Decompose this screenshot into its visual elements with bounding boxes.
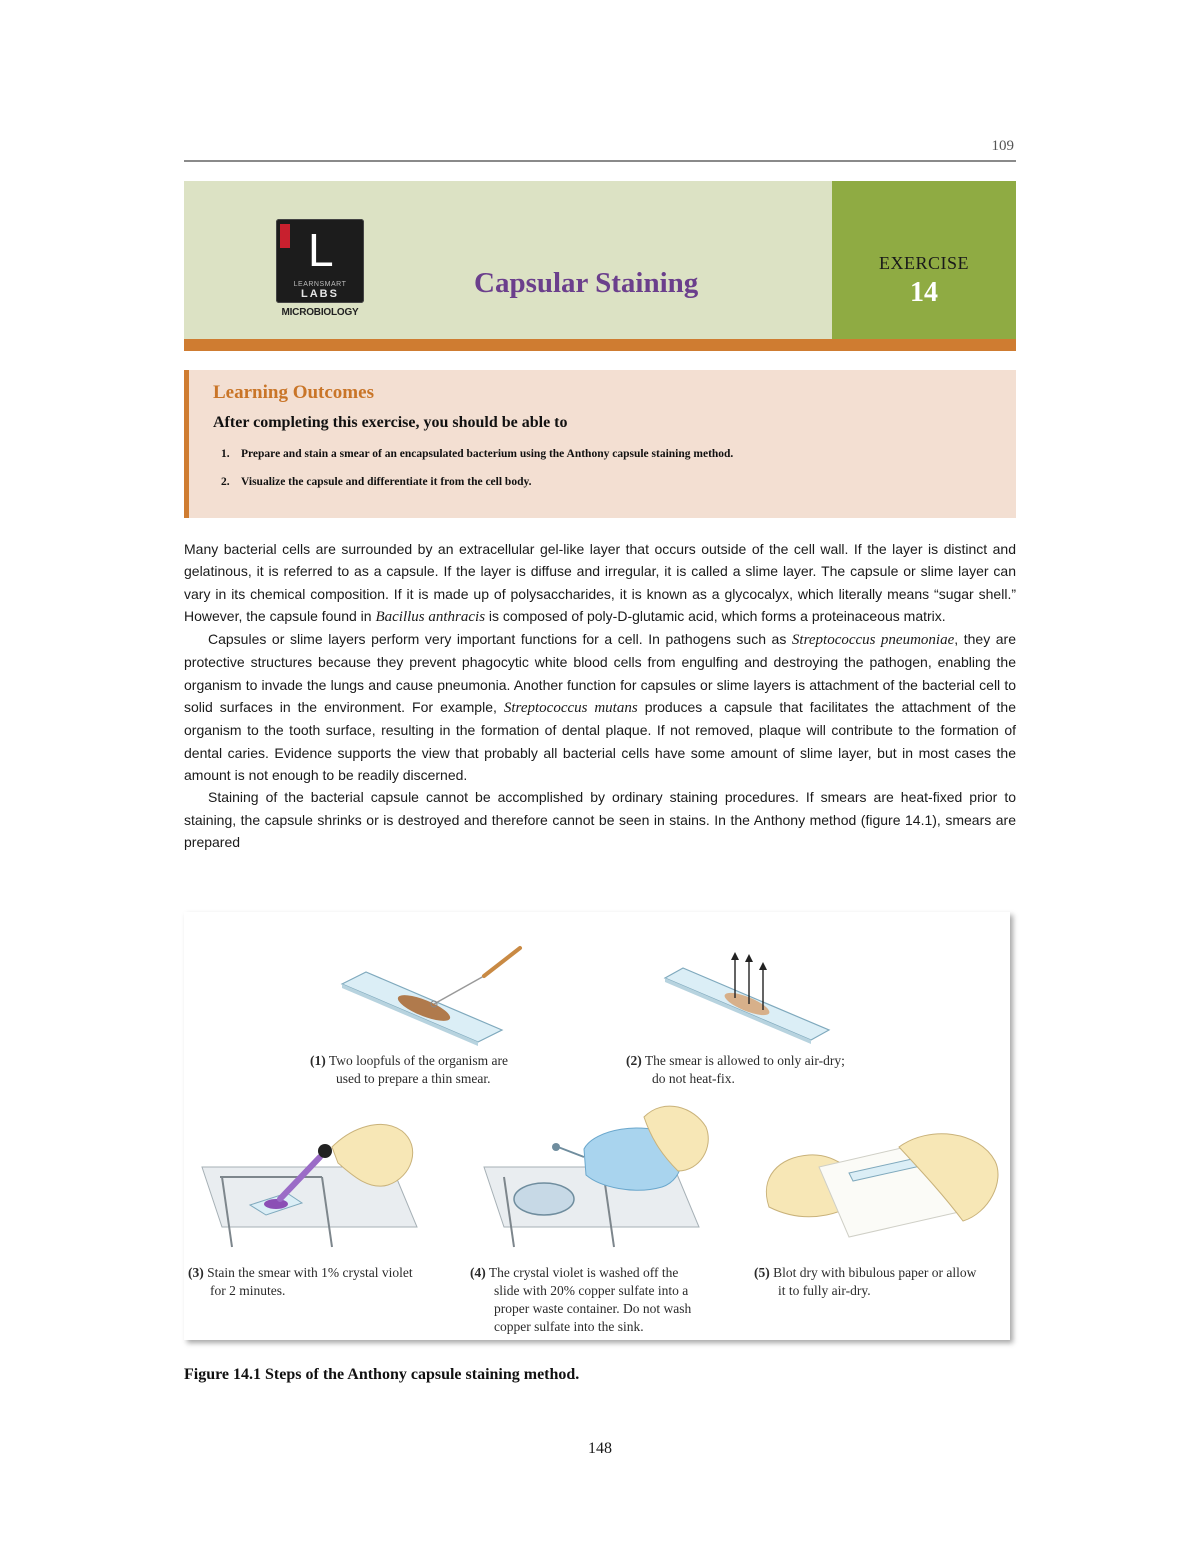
step-number: (2)	[626, 1053, 642, 1068]
species-name: Streptococcus mutans	[503, 700, 638, 717]
text-run: , they are protective structures because they prevent phagocytic white blood cells from engulfing and destroying the pathogen, enabling the organism to invade the lungs and cause pneumonia. Another function for capsules or slime layers is attachment of the bacterial cell to solid surfaces in the environment. For example,	[184, 631, 1016, 716]
caption-line: for 2 minutes.	[210, 1283, 286, 1298]
logo-subtitle: MICROBIOLOGY	[281, 307, 359, 318]
logo-red-mark	[280, 224, 290, 248]
list-item-text: Prepare and stain a smear of an encapsulated bacterium using the Anthony capsule staining method.	[241, 448, 734, 460]
header-rule	[184, 160, 1016, 162]
outcomes-intro: After completing this exercise, you should be able to	[213, 414, 568, 431]
learnsmart-labs-logo	[276, 219, 364, 319]
figure-14-1	[184, 912, 1010, 1340]
paragraph-2	[184, 628, 1016, 786]
blot-dry-illustration	[749, 1117, 1004, 1257]
step-number: (3)	[188, 1265, 204, 1280]
page-number-bottom: 148	[588, 1440, 612, 1457]
staining-rack-dropper-illustration	[192, 1107, 437, 1257]
exercise-number: 14	[910, 277, 938, 308]
caption-line: slide with 20% copper sulfate into a	[494, 1283, 689, 1298]
list-item	[213, 476, 733, 504]
species-name: Bacillus anthracis	[375, 608, 486, 625]
page-number-top: 109	[991, 138, 1014, 154]
caption-line: it to fully air-dry.	[778, 1283, 871, 1298]
banner-orange-bar	[184, 339, 1016, 351]
caption-line: Blot dry with bibulous paper or allow	[773, 1265, 977, 1280]
chapter-title: Capsular Staining	[474, 267, 699, 299]
text-run: is composed of poly-D-glutamic acid, which forms a proteinaceous matrix.	[485, 607, 946, 624]
list-item	[213, 448, 733, 476]
step-number: (5)	[754, 1265, 770, 1280]
species-name: Streptococcus pneumoniae	[791, 632, 955, 649]
outcomes-list	[213, 448, 733, 504]
step-5-caption	[754, 1264, 976, 1300]
step-4-caption	[470, 1264, 691, 1336]
step-2-caption	[626, 1052, 845, 1088]
learning-outcomes-box	[184, 370, 1016, 518]
logo-labs-text: LABS	[301, 288, 339, 300]
caption-line: copper sulfate into the sink.	[494, 1319, 644, 1334]
step-number: (4)	[470, 1265, 486, 1280]
step-3-caption	[188, 1264, 413, 1300]
list-item-number: 2.	[221, 476, 230, 488]
caption-line: used to prepare a thin smear.	[336, 1071, 491, 1086]
caption-line: do not heat-fix.	[652, 1071, 735, 1086]
outcomes-heading: Learning Outcomes	[213, 382, 374, 403]
paragraph-3: Staining of the bacterial capsule cannot be accomplished by ordinary staining procedures. If smears are heat-fixed prior to staining, the capsule shrinks or is destroyed and therefore cannot be seen in stains. In the Anthony method (figure 14.1), smears are prepared	[184, 789, 1016, 850]
air-dry-slide-illustration	[659, 944, 839, 1044]
logo-badge	[276, 219, 364, 303]
caption-line: proper waste container. Do not wash	[494, 1301, 692, 1316]
text-run: produces a capsule that facilitates the attachment of the organism to the tooth surface, resulting in the formation of dental plaque. If not removed, plaque will contribute to the formation of dental caries. Evidence supports the view that probably all bacterial cells have some amount of slime layer, but in most cases the amount is not enough to be readily discerned.	[184, 699, 1016, 783]
list-item-text: Visualize the capsule and differentiate it from the cell body.	[241, 476, 532, 488]
step-1-caption	[310, 1052, 508, 1088]
exercise-banner	[184, 181, 1016, 351]
caption-line: The crystal violet is washed off the	[488, 1265, 679, 1280]
text-run: Many bacterial cells are surrounded by an extracellular gel-like layer that occurs outside of the cell wall. If the layer is distinct and gelatinous, it is referred to as a capsule. If the layer is diffuse and irregular, it is called a slime layer. The capsule or slime layer can vary in its chemical composition. If it is made up of polysaccharides, it is known as a glycocalyx, which literally means “sugar shell.” However, the capsule found in	[184, 541, 1016, 624]
paragraph-1	[184, 538, 1016, 628]
caption-line: The smear is allowed to only air-dry;	[644, 1053, 845, 1068]
body-text	[184, 538, 1016, 853]
exercise-label: EXERCISE	[878, 253, 969, 273]
slide-loop-illustration	[334, 942, 534, 1052]
wash-bottle-illustration	[474, 1087, 719, 1257]
caption-line: Stain the smear with 1% crystal violet	[207, 1265, 413, 1280]
caption-line: Two loopfuls of the organism are	[328, 1053, 509, 1068]
figure-caption: Figure 14.1 Steps of the Anthony capsule staining method.	[184, 1366, 580, 1383]
logo-letter: L	[308, 224, 334, 276]
text-run: Capsules or slime layers perform very important functions for a cell. In pathogens such as	[208, 631, 792, 648]
step-number: (1)	[310, 1053, 326, 1068]
list-item-number: 1.	[221, 448, 230, 460]
logo-small-text: LEARNSMART	[293, 281, 347, 288]
